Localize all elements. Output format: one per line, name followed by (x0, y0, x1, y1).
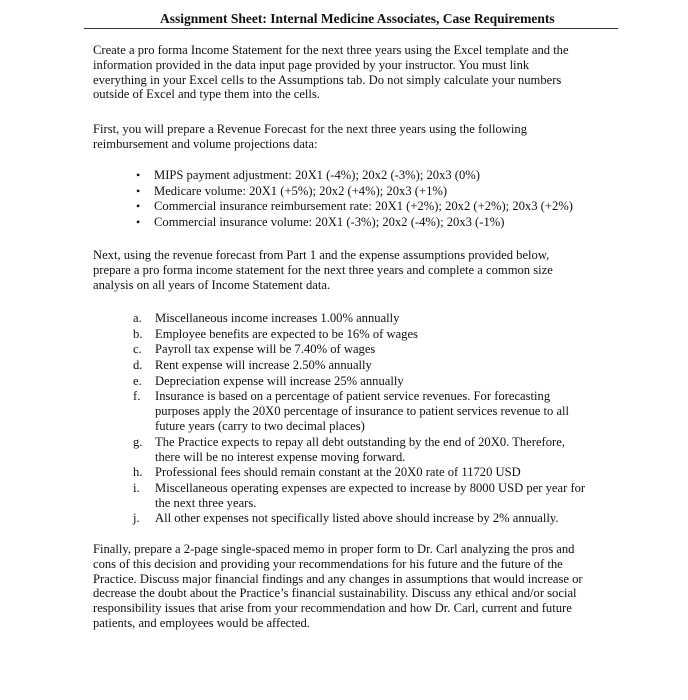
paragraph-line: First, you will prepare a Revenue Forecast for the next three years using the following (93, 122, 528, 136)
list-item-text: Rent expense will increase 2.50% annually (155, 358, 372, 373)
list-item-text: Payroll tax expense will be 7.40% of wages (155, 342, 376, 357)
list-item-text: All other expenses not specifically listed above should increase by 2% annually. (155, 511, 559, 526)
paragraph-line: decrease the doubt about the Practice’s financial sustainability. Discuss any ethical and/or social (93, 586, 577, 601)
paragraph-line: patients, and employees would be affected. (93, 615, 310, 630)
list-marker: e. (133, 373, 142, 388)
bullet-icon: • (136, 199, 141, 214)
list-item-text: Employee benefits are expected to be 16% of wages (155, 326, 418, 341)
list-item (93, 199, 623, 215)
list-item-text: purposes apply the 20X0 percentage of insurance to patient services revenue to all (155, 404, 570, 419)
list-item (93, 374, 623, 389)
paragraph-line: responsibility issues that arise from your recommendation and how Dr. Carl, current and future (93, 601, 572, 616)
list-item-text: future years (carry to two decimal places) (155, 419, 365, 434)
list-marker: b. (133, 326, 143, 341)
list-marker: f. (133, 389, 141, 404)
list-item (93, 481, 623, 511)
list-item (93, 511, 623, 526)
list-item-text: Insurance is based on a percentage of patient service revenues. For forecasting (155, 389, 551, 404)
paragraph-line: reimbursement and volume projections data: (93, 136, 318, 151)
list-marker: h. (133, 465, 143, 480)
list-item (93, 311, 623, 326)
list-item-text: Professional fees should remain constant at the 20X0 rate of 11720 USD (155, 465, 521, 480)
list-item-text: Medicare volume: 20X1 (+5%); 20x2 (+4%); 20x3 (+1%) (154, 183, 448, 198)
paragraph-line: Next, using the revenue forecast from Part 1 and the expense assumptions provided below, (93, 248, 550, 262)
list-item (93, 389, 623, 433)
list-item-text: there will be no interest expense moving forward. (155, 449, 406, 464)
list-item-text: The Practice expects to repay all debt outstanding by the end of 20X0. Therefore, (155, 434, 565, 449)
expense-assumptions-list (93, 311, 623, 527)
list-item-text: Miscellaneous operating expenses are expected to increase by 8000 USD per year for (155, 480, 586, 495)
list-item-text: Commercial insurance volume: 20X1 (-3%); 20x2 (-4%); 20x3 (-1%) (154, 214, 505, 229)
list-marker: i. (133, 480, 140, 495)
paragraph-line: everything in your Excel cells to the Assumptions tab. Do not simply calculate your numbers (93, 72, 562, 87)
expense-paragraph (93, 248, 623, 292)
list-item (93, 327, 623, 342)
list-item (93, 465, 623, 480)
paragraph-line: Practice. Discuss major financial findings and any changes in assumptions that would increase or (93, 571, 583, 586)
list-marker: a. (133, 311, 142, 325)
paragraph-line: cons of this decision and providing your recommendations for his future and the future of the (93, 556, 563, 571)
list-item (93, 215, 623, 231)
list-marker: j. (133, 511, 140, 526)
list-item (93, 358, 623, 373)
list-item (93, 342, 623, 357)
list-item-text: Miscellaneous income increases 1.00% annually (155, 311, 400, 325)
paragraph-line: Create a pro forma Income Statement for the next three years using the Excel template and the (93, 43, 569, 57)
list-item (93, 184, 623, 200)
paragraph-line: prepare a pro forma income statement for the next three years and complete a common size (93, 262, 553, 277)
list-marker: g. (133, 434, 143, 449)
projection-bullet-list (93, 168, 623, 230)
list-item-text: Depreciation expense will increase 25% annually (155, 373, 404, 388)
list-item-text: Commercial insurance reimbursement rate: 20X1 (+2%); 20x2 (+2%); 20x3 (+2%) (154, 199, 573, 214)
page-title: Assignment Sheet: Internal Medicine Associates, Case Requirements (160, 11, 555, 26)
paragraph-line: analysis on all years of Income Statement data. (93, 277, 331, 292)
title-underline (84, 28, 618, 29)
list-item-text: the next three years. (155, 495, 257, 510)
paragraph-line: outside of Excel and type them into the cells. (93, 87, 320, 102)
intro-paragraph (93, 43, 623, 102)
memo-paragraph (93, 542, 623, 631)
bullet-icon: • (136, 214, 141, 229)
paragraph-line: information provided in the data input page provided by your instructor. You must link (93, 57, 530, 72)
bullet-icon: • (136, 168, 141, 182)
paragraph-line: Finally, prepare a 2-page single-spaced memo in proper form to Dr. Carl analyzing the pros and (93, 542, 575, 556)
revenue-forecast-paragraph (93, 122, 623, 152)
list-marker: c. (133, 342, 142, 357)
list-item-text: MIPS payment adjustment: 20X1 (-4%); 20x2 (-3%); 20x3 (0%) (154, 168, 480, 182)
list-marker: d. (133, 358, 143, 373)
list-item (93, 168, 623, 184)
list-item (93, 435, 623, 465)
bullet-icon: • (136, 183, 141, 198)
